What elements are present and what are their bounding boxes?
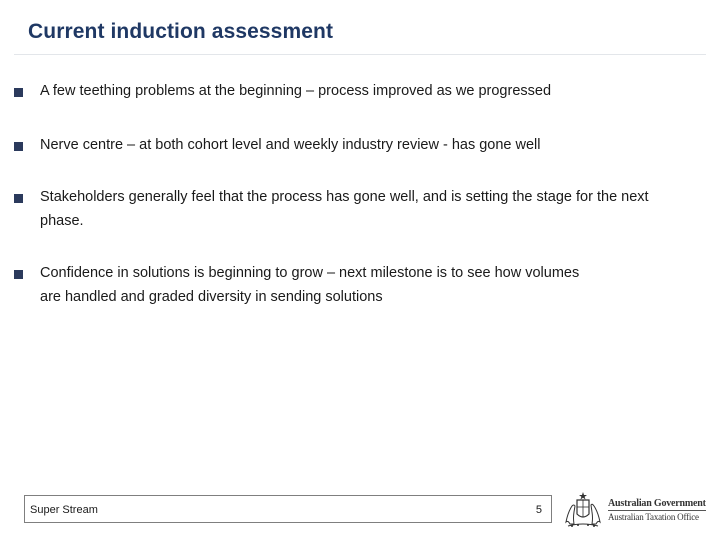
logo-line-ato: Australian Taxation Office (608, 512, 699, 522)
logo-divider (608, 510, 706, 511)
square-bullet-icon (14, 142, 23, 151)
logo-line-government: Australian Government (608, 498, 706, 509)
square-bullet-icon (14, 194, 23, 203)
square-bullet-icon (14, 88, 23, 97)
title-divider (14, 54, 706, 55)
coat-of-arms-icon (562, 490, 604, 530)
bullet-text: Stakeholders generally feel that the process has gone well, and is setting the stage for the next phase. (40, 189, 649, 229)
slide-title: Current induction assessment (28, 20, 334, 43)
square-bullet-icon (14, 270, 23, 279)
bullet-text: Nerve centre – at both cohort level and weekly industry review - has gone well (40, 137, 541, 153)
bullet-text: Confidence in solutions is beginning to grow – next milestone is to see how volumes are handled and graded diversity in sending solutions (40, 265, 580, 305)
bullet-text: A few teething problems at the beginning – process improved as we progressed (40, 83, 552, 99)
footer-bar (24, 495, 552, 523)
footer-label: Super Stream (30, 504, 98, 516)
government-logo (562, 490, 712, 530)
page-number: 5 (535, 504, 542, 516)
